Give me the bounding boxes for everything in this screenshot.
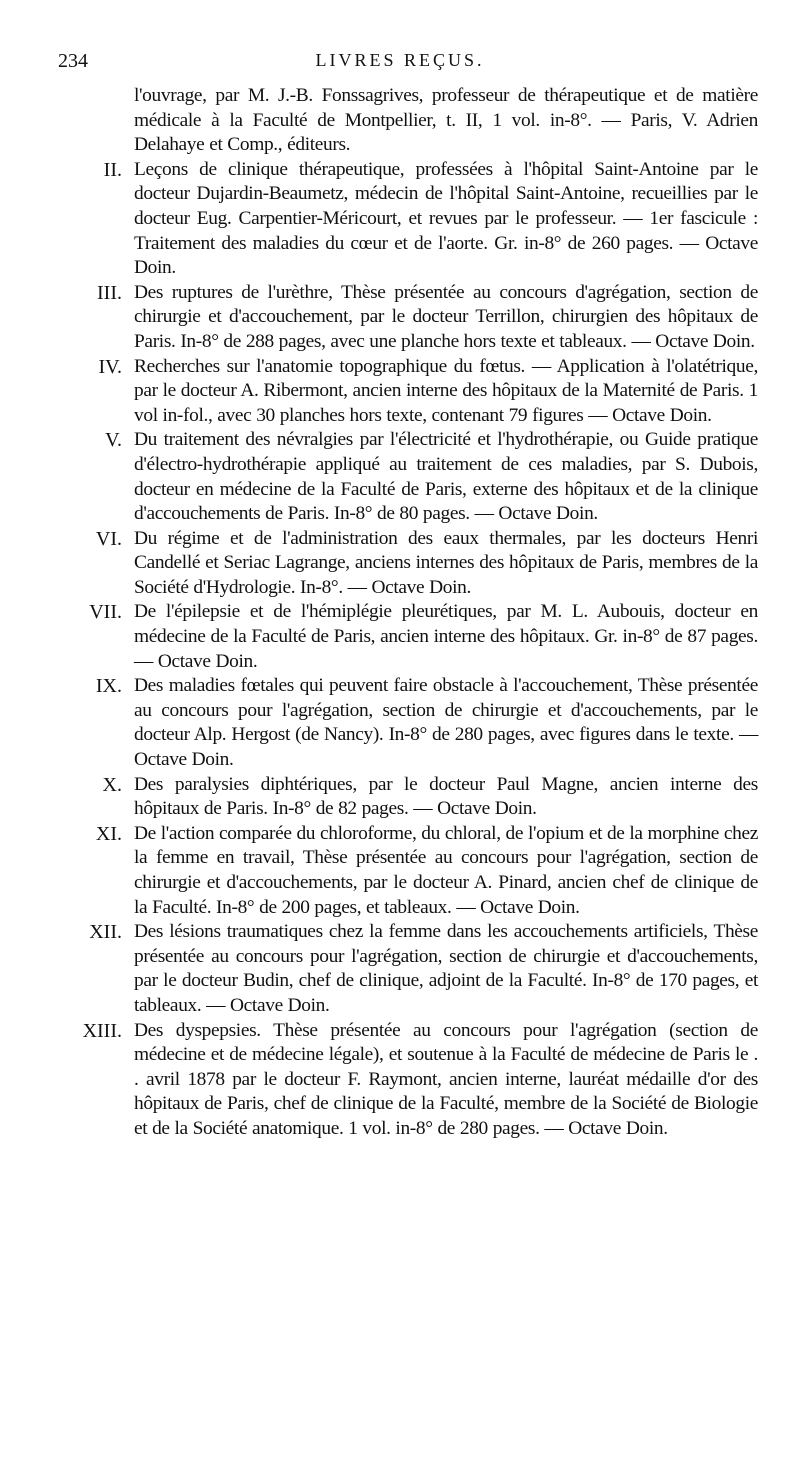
book-entry [58,355,758,429]
book-entry [58,773,758,822]
book-entry [58,1019,758,1142]
entry-text: Des ruptures de l'urèthre, Thèse présentée au concours d'agrégation, section de chirurgie et d'accouchement, par le docteur Terrillon, chirurgien des hôpitaux de Paris. In-8° de 288 pages, avec une planche hors texte et tableaux. — Octave Doin. [134,281,758,352]
entry-number: IV. [98,355,122,378]
entry-text: Du traitement des névralgies par l'électricité et l'hydrothérapie, ou Guide pratique d'électro-hydrothérapie appliqué au traitement de ces maladies, par S. Dubois, docteur en médecine de la Faculté de Paris, externe des hôpitaux et de la clinique d'accouchements de Paris. In-8° de 80 pages. — Octave Doin. [134,429,758,525]
entry-number: XIII. [82,1019,122,1042]
book-entry [58,281,758,355]
entry-text: Leçons de clinique thérapeutique, professées à l'hôpital Saint-Antoine par le docteur Dujardin-Beaumetz, médecin de l'hôpital Saint-Antoine, recueillies par le docteur Eug. Carpentier-Méricourt, et revues par le professeur. — 1er fascicule : Traitement des maladies du cœur et de l'aorte. Gr. in-8° de 260 pages. — Octave Doin. [134,158,758,279]
entry-number: X. [102,773,122,796]
entry-text: l'ouvrage, par M. J.-B. Fonssagrives, professeur de thérapeutique et de matière médicale à la Faculté de Montpellier, t. II, 1 vol. in-8°. — Paris, V. Adrien Delahaye et Comp., éditeurs. [134,85,758,156]
book-entry [58,527,758,601]
entry-number: V. [105,429,122,452]
entry-text: Des dyspepsies. Thèse présentée au concours pour l'agrégation (section de médecine et de médecine légale), et soutenue à la Faculté de médecine de Paris le . . avril 1878 par le docteur F. Raymont, ancien interne, lauréat médaille d'or des hôpitaux de Paris, chef de clinique de la Faculté, membre de la Société de Biologie et de la Société anatomique. 1 vol. in-8° de 280 pages. — Octave Doin. [134,1019,758,1139]
book-entry [58,674,758,772]
book-entry [58,84,758,158]
entry-number: XII. [89,921,122,944]
entry-number: VII. [89,601,122,624]
book-entry [58,600,758,674]
entry-text: Des lésions traumatiques chez la femme dans les accouchements artificiels, Thèse présentée au concours pour l'agrégation, section de chirurgie et d'accouchements, par le docteur Budin, chef de clinique, adjoint de la Faculté. In-8° de 170 pages, et tableaux. — Octave Doin. [134,921,758,1016]
running-title: LIVRES REÇUS. [315,50,485,70]
page-number: 234 [58,50,88,72]
entry-number: III. [97,281,122,304]
entry-text: Des paralysies diphtériques, par le docteur Paul Magne, ancien interne des hôpitaux de Paris. In-8° de 82 pages. — Octave Doin. [134,773,758,820]
page-header [58,50,742,74]
entry-number: VI. [95,527,122,550]
book-entry [58,428,758,526]
entry-text: Des maladies fœtales qui peuvent faire obstacle à l'accouchement, Thèse présentée au concours pour l'agrégation, section de chirurgie et d'accouchements, par le docteur Alp. Hergost (de Nancy). In-8° de 280 pages, avec figures dans le texte. — Octave Doin. [134,675,758,771]
entry-number: II. [103,158,122,181]
entry-text: De l'action comparée du chloroforme, du chloral, de l'opium et de la morphine chez la femme en travail, Thèse présentée au concours pour l'agrégation, section de chirurgie et d'accouchements, par le docteur A. Pinard, ancien chef de clinique de la Faculté. In-8° de 200 pages, et tableaux. — Octave Doin. [134,822,758,918]
entry-text: Du régime et de l'administration des eaux thermales, par les docteurs Henri Candellé et Seriac Lagrange, anciens internes des hôpitaux de Paris, membres de la Société d'Hydrologie. In-8°. — Octave Doin. [134,527,758,598]
book-entry [58,920,758,1018]
entry-text: Recherches sur l'anatomie topographique du fœtus. — Application à l'olatétrique, par le docteur A. Ribermont, ancien interne des hôpitaux de la Maternité de Paris. 1 vol in-fol., avec 30 planches hors texte, contenant 79 figures — Octave Doin. [134,355,758,426]
book-entry [58,158,758,281]
entry-text: De l'épilepsie et de l'hémiplégie pleurétiques, par M. L. Aubouis, docteur en médecine de la Faculté de Paris, ancien interne des hôpitaux. Gr. in-8° de 87 pages. — Octave Doin. [134,601,758,672]
book-entry [58,822,758,920]
entry-number: XI. [95,822,122,845]
entry-number: IX. [95,675,122,698]
book-list [58,84,758,1142]
